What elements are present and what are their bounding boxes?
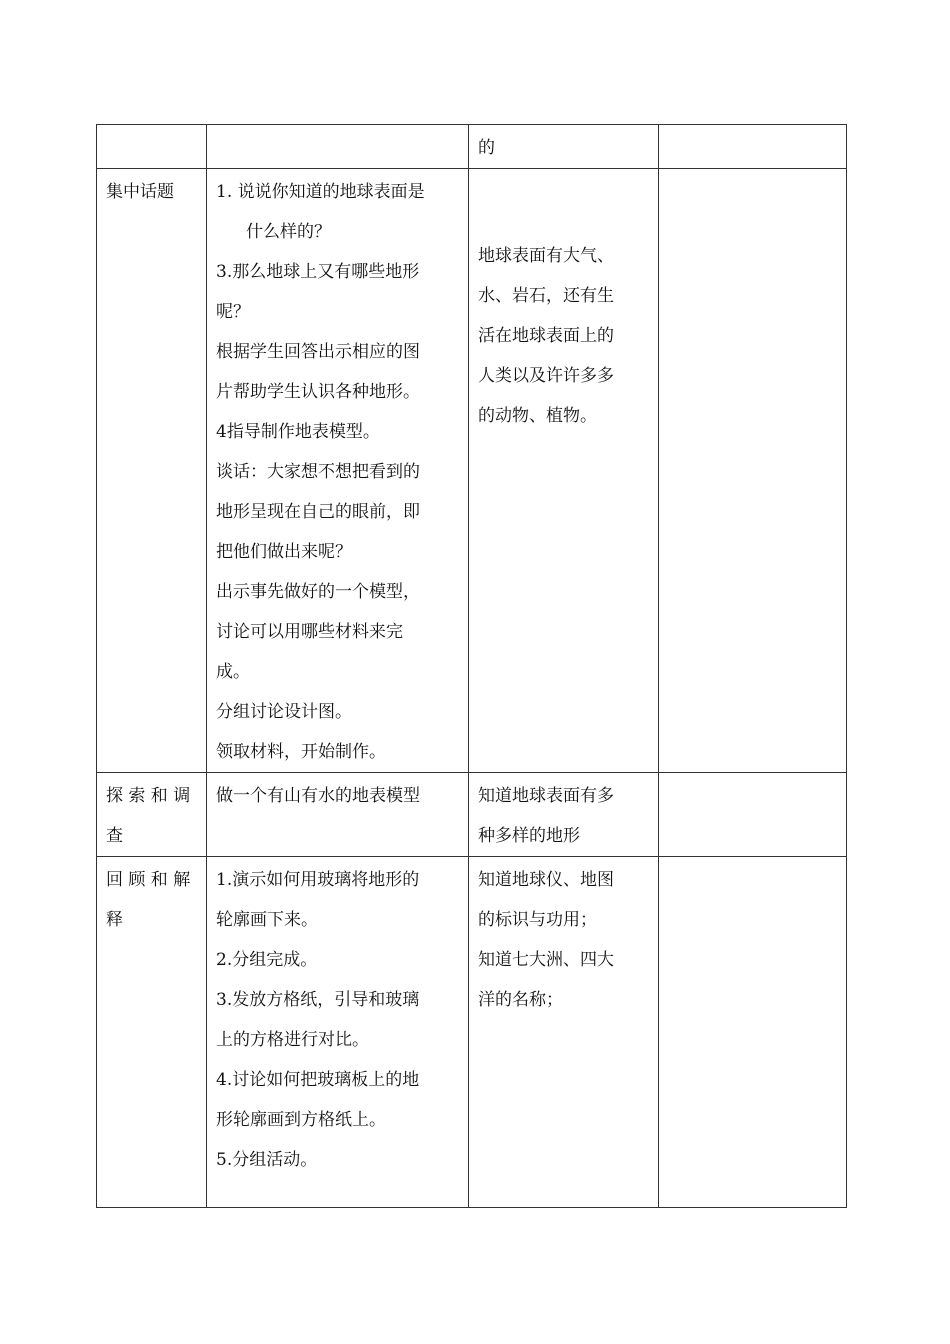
activity-cell <box>207 857 469 1208</box>
table-row <box>97 857 847 1208</box>
activity-line: 把他们做出来呢？ <box>216 542 352 562</box>
notes-cell <box>659 773 847 857</box>
activity-line: 2.分组完成。 <box>216 950 318 970</box>
activity-line: 4.讨论如何把玻璃板上的地 <box>216 1070 420 1090</box>
goal-cell <box>469 125 659 169</box>
table-row <box>97 125 847 169</box>
activity-line: 分组讨论设计图。 <box>216 702 352 722</box>
goal-line: 活在地球表面上的 <box>478 326 614 346</box>
table-row <box>97 169 847 773</box>
activity-line: 片帮助学生认识各种地形。 <box>216 382 420 402</box>
goal-line: 人类以及许许多多 <box>478 366 614 386</box>
row-label: 集中话题 <box>106 182 174 202</box>
goal-line: 的标识与功用； <box>478 910 597 930</box>
activity-line: 根据学生回答出示相应的图 <box>216 342 420 362</box>
activity-line: 谈话：大家想不想把看到的 <box>216 462 420 482</box>
activity-line: 出示事先做好的一个模型， <box>216 582 420 602</box>
activity-line: 上的方格进行对比。 <box>216 1030 369 1050</box>
row-label: 回 顾 和 解 <box>106 870 191 890</box>
activity-line: 地形呈现在自己的眼前，即 <box>216 502 420 522</box>
row-label-cell <box>97 125 207 169</box>
activity-line: 做一个有山有水的地表模型 <box>216 786 420 806</box>
row-label-cell <box>97 857 207 1208</box>
row-label: 查 <box>106 826 123 846</box>
activity-line: 3.发放方格纸，引导和玻璃 <box>216 990 420 1010</box>
activity-cell <box>207 125 469 169</box>
row-label-cell <box>97 169 207 773</box>
activity-line: 成。 <box>216 662 250 682</box>
activity-line: 领取材料，开始制作。 <box>216 742 386 762</box>
goal-line: 知道七大洲、四大 <box>478 950 614 970</box>
activity-line: 1.演示如何用玻璃将地形的 <box>216 870 420 890</box>
activity-line: 轮廓画下来。 <box>216 910 318 930</box>
goal-line: 知道地球表面有多 <box>478 786 614 806</box>
activity-line: 1. 说说你知道的地球表面是 <box>216 182 425 202</box>
goal-line: 的 <box>478 138 495 158</box>
goal-line: 洋的名称； <box>478 990 563 1010</box>
goal-cell <box>469 773 659 857</box>
row-label: 释 <box>106 910 123 930</box>
lesson-plan-table <box>96 124 847 1208</box>
activity-line: 5.分组活动。 <box>216 1150 318 1170</box>
notes-cell <box>659 125 847 169</box>
goal-line: 的动物、植物。 <box>478 406 597 426</box>
goal-line: 地球表面有大气、 <box>478 246 614 266</box>
goal-line: 水、岩石，还有生 <box>478 286 614 306</box>
goal-line: 种多样的地形 <box>478 826 580 846</box>
notes-cell <box>659 169 847 773</box>
activity-line: 什么样的？ <box>246 222 331 242</box>
activity-line: 3.那么地球上又有哪些地形 <box>216 262 420 282</box>
goal-cell <box>469 169 659 773</box>
goal-cell <box>469 857 659 1208</box>
activity-line: 讨论可以用哪些材料来完 <box>216 622 403 642</box>
activity-line: 呢？ <box>216 302 250 322</box>
row-label-cell <box>97 773 207 857</box>
activity-line: 形轮廓画到方格纸上。 <box>216 1110 386 1130</box>
activity-cell <box>207 773 469 857</box>
row-label: 探 索 和 调 <box>106 786 191 806</box>
goal-line: 知道地球仪、地图 <box>478 870 614 890</box>
table-row <box>97 773 847 857</box>
notes-cell <box>659 857 847 1208</box>
activity-cell <box>207 169 469 773</box>
activity-line: 4指导制作地表模型。 <box>216 422 380 442</box>
